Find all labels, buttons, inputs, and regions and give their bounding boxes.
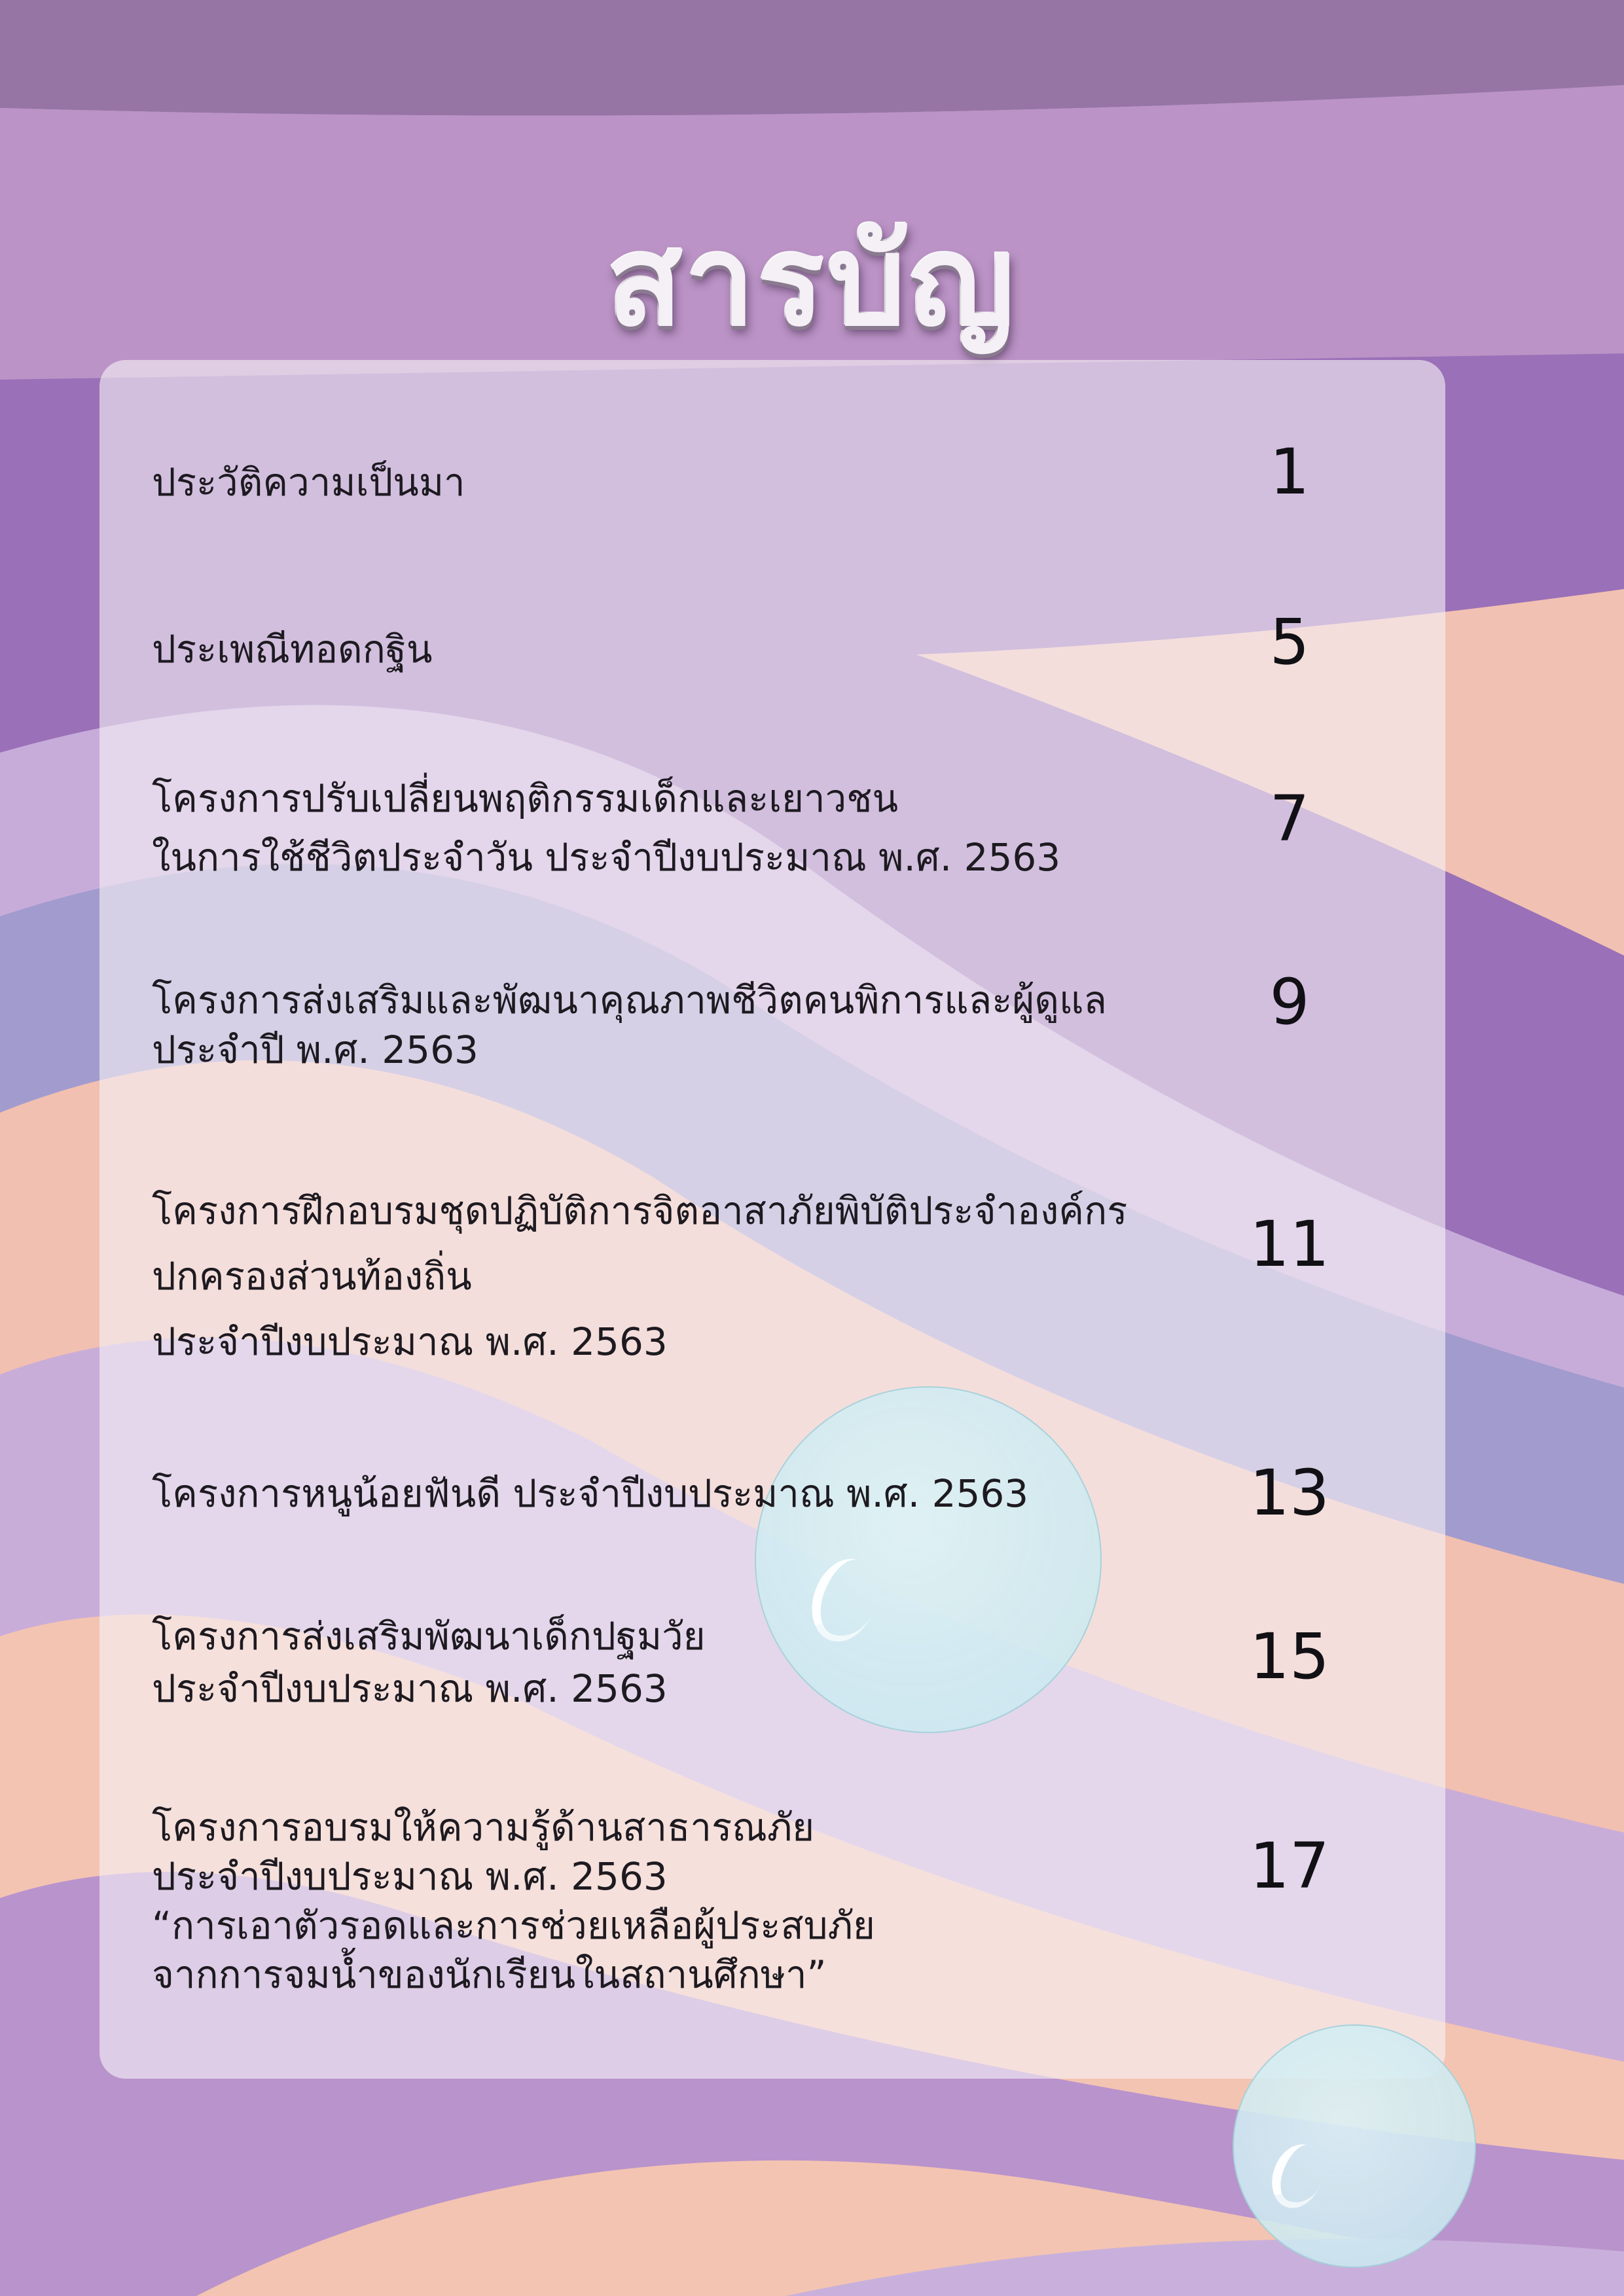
toc-entry-title: โครงการอบรมให้ความรู้ด้านสาธารณภัย [152,1805,815,1850]
toc-page-number: 11 [1249,1208,1330,1281]
toc-entry-title: โครงการฝึกอบรมชุดปฏิบัติการจิตอาสาภัยพิบัติประจำองค์กร [152,1189,1128,1233]
toc-entry[interactable] [152,1610,1232,1715]
toc-entry-title: ในการใช้ชีวิตประจำวัน ประจำปีงบประมาณ พ.ศ. 2563 [152,835,1061,880]
toc-entry-title: จากการจมน้ำของนักเรียนในสถานศึกษา” [152,1952,827,1997]
toc-entry-title: ประจำปีงบประมาณ พ.ศ. 2563 [152,1854,668,1899]
toc-entry[interactable] [152,1803,1232,2000]
toc-entry-title: ประจำปี พ.ศ. 2563 [152,1028,478,1072]
toc-entry[interactable] [152,1178,1232,1374]
toc-page-number: 13 [1249,1456,1330,1530]
toc-entry[interactable] [152,452,1232,512]
toc-page-number: 9 [1269,965,1310,1039]
toc-entry-title: โครงการปรับเปลี่ยนพฤติกรรมเด็กและเยาวชน [152,776,899,821]
toc-page-number: 1 [1269,435,1310,509]
toc-entry-title: ประวัติความเป็นมา [152,460,465,505]
toc-entry-title: ประจำปีงบประมาณ พ.ศ. 2563 [152,1319,668,1364]
toc-page-number: 5 [1269,605,1310,679]
toc-entry[interactable] [152,619,1232,679]
page-title: สารบัญ [606,209,1018,353]
toc-entry-title: ปกครองส่วนท้องถิ่น [152,1254,472,1299]
toc-entry[interactable] [152,769,1232,887]
toc-entry[interactable] [152,1463,1232,1524]
toc-entry-title: ประจำปีงบประมาณ พ.ศ. 2563 [152,1666,668,1711]
bubble-decoration [1233,2024,1476,2268]
toc-page-number: 7 [1269,782,1310,855]
toc-entry-title: โครงการส่งเสริมพัฒนาเด็กปฐมวัย [152,1614,706,1659]
toc-entry-title: “การเอาตัวรอดและการช่วยเหลือผู้ประสบภัย [152,1903,875,1948]
bubble-highlight [1263,2137,1331,2215]
toc-page-number: 15 [1249,1620,1330,1693]
toc-entry[interactable] [152,975,1232,1075]
toc-page-number: 17 [1249,1829,1330,1903]
toc-entry-title: ประเพณีทอดกฐิน [152,627,433,672]
toc-entry-title: โครงการหนูน้อยฟันดี ประจำปีงบประมาณ พ.ศ. 2563 [152,1471,1029,1516]
toc-entry-title: โครงการส่งเสริมและพัฒนาคุณภาพชีวิตคนพิการและผู้ดูแล [152,978,1107,1022]
